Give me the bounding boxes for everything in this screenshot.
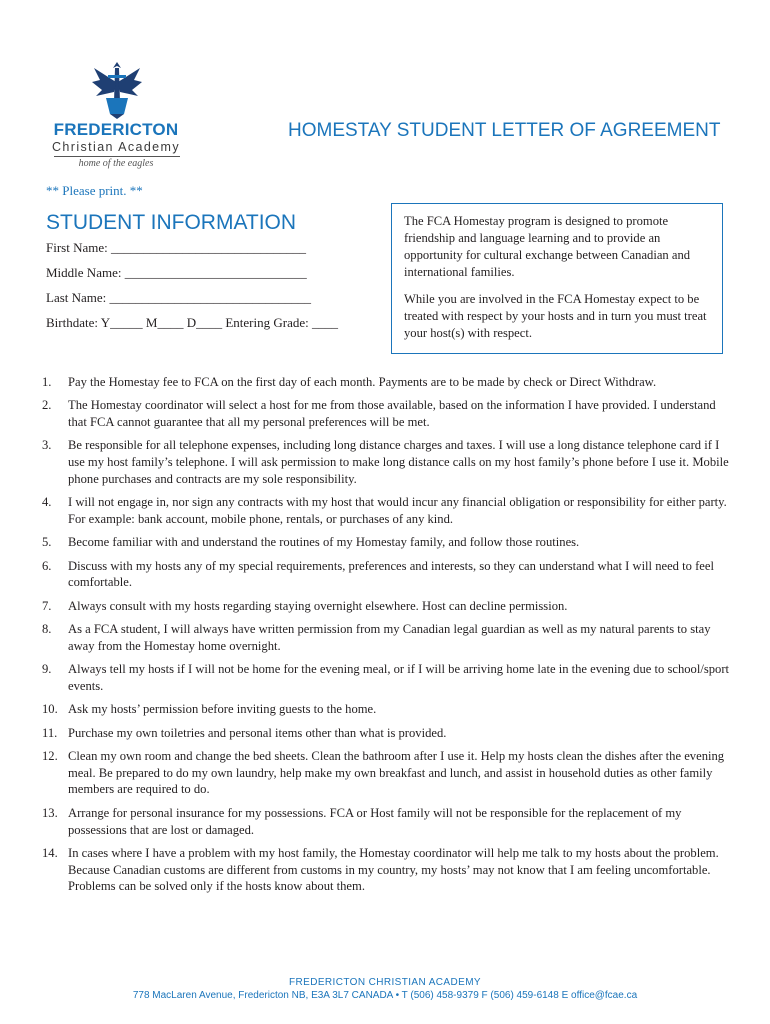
list-item — [40, 845, 730, 895]
item-text: I will not engage in, nor sign any contracts with my host that would incur any financial obligation or responsibility for either party. For example: bank account, mobile phone, rentals, or purchases of any kind. — [68, 495, 727, 527]
list-item — [40, 701, 730, 718]
item-number: 3. — [42, 438, 52, 453]
list-item — [40, 598, 730, 615]
item-text: In cases where I have a problem with my host family, the Homestay coordinator will help me talk to my hosts about the problem. Because Canadian customs are different from customs in my country, my hosts’ may not know that I am feeling uncomfortable. Problems can be solved only if the hosts know about them. — [68, 845, 719, 894]
list-item — [40, 437, 730, 487]
item-text: Pay the Homestay fee to FCA on the first day of each month. Payments are to be made by check or Direct Withdraw. — [68, 375, 657, 389]
agreement-list — [40, 374, 730, 902]
birthdate-grade-field[interactable]: Birthdate: Y_____ M____ D____ Entering Grade: ____ — [46, 315, 338, 330]
item-text: Ask my hosts’ permission before inviting guests to the home. — [68, 702, 377, 717]
list-item — [40, 661, 730, 695]
item-number: 4. — [42, 495, 52, 510]
item-text: Purchase my own toiletries and personal items other than what is provided. — [68, 725, 447, 740]
item-number: 13. — [42, 805, 58, 820]
list-item — [40, 748, 730, 798]
item-text: Always tell my hosts if I will not be home for the evening meal, or if I will be arriving home late in the evening due to school/sport events. — [68, 662, 730, 693]
item-number: 5. — [42, 535, 52, 550]
item-number: 12. — [42, 748, 58, 763]
student-information-heading: STUDENT INFORMATION — [46, 211, 297, 234]
list-item — [40, 534, 730, 551]
item-text: Become familiar with and understand the routines of my Homestay family, and follow those routines. — [68, 535, 580, 550]
item-text: Discuss with my hosts any of my special requirements, preferences and interests, so they can understand what I will need to feel comfortable. — [68, 558, 714, 590]
logo-subtitle: Christian Academy — [51, 140, 180, 154]
item-text: As a FCA student, I will always have written permission from my Canadian legal guardian as well as my natural parents to stay away from the Homestay home overnight. — [68, 622, 711, 653]
item-number: 1. — [42, 375, 52, 389]
item-text: Be responsible for all telephone expenses, including long distance charges and taxes. I will use a long distance telephone card if I use my host family’s telephone. I will ask permission to make long distance calls on my host family’s phone before I use it. Mobile phone purchases and contracts are my sole responsibility. — [68, 438, 729, 486]
item-number: 2. — [42, 398, 52, 413]
list-item — [40, 558, 730, 592]
eagle-emblem-icon — [90, 58, 144, 120]
item-number: 8. — [42, 622, 52, 637]
logo-divider — [54, 156, 180, 157]
school-logo — [42, 58, 190, 178]
item-text: Clean my own room and change the bed sheets. Clean the bathroom after I use it. Help my hosts clean the dishes after the evening meal. Be prepared to do my own laundry, help make my own breakfast and lunch, and assist in household duties as other family members are required to do. — [68, 748, 725, 797]
logo-tagline: home of the eagles — [78, 158, 154, 169]
item-number: 10. — [42, 702, 58, 717]
list-item — [40, 397, 730, 431]
item-number: 7. — [42, 598, 52, 613]
list-item — [40, 621, 730, 655]
item-text: The Homestay coordinator will select a host for me from those available, based on the information I have provided. I understand that FCA cannot guarantee that all my personal preferences will be met. — [68, 398, 716, 430]
list-item — [40, 725, 730, 742]
program-info-box — [391, 203, 723, 354]
list-item — [40, 805, 730, 839]
item-number: 14. — [42, 845, 58, 860]
program-info-paragraph: The FCA Homestay program is designed to promote friendship and language learning and to provide an opportunity for cultural exchange between Canadian and international families. — [404, 214, 691, 279]
respect-info-paragraph: While you are involved in the FCA Homestay expect to be treated with respect by your hosts and in turn you must treat your host(s) with respect. — [404, 292, 707, 340]
item-text: Arrange for personal insurance for my possessions. FCA or Host family will not be responsible for the replacement of my possessions that are lost or damaged. — [68, 805, 682, 837]
list-item — [40, 494, 730, 528]
footer-address: 778 MacLaren Avenue, Fredericton NB, E3A 3L7 CANADA • T (506) 458-9379 F (506) 459-6148 E office@fcae.ca — [132, 990, 638, 1001]
document-title: HOMESTAY STUDENT LETTER OF AGREEMENT — [288, 120, 721, 141]
last-name-field[interactable]: Last Name: _______________________________ — [46, 290, 312, 305]
item-text: Always consult with my hosts regarding staying overnight elsewhere. Host can decline permission. — [68, 598, 568, 613]
please-print-note: ** Please print. ** — [46, 183, 143, 198]
footer-school-name: FREDERICTON CHRISTIAN ACADEMY — [289, 977, 481, 988]
first-name-field[interactable]: First Name: ______________________________ — [46, 240, 306, 255]
item-number: 6. — [42, 558, 52, 573]
item-number: 11. — [42, 725, 58, 740]
logo-school-name: FREDERICTON — [53, 120, 179, 139]
item-number: 9. — [42, 662, 52, 677]
list-item — [40, 374, 730, 391]
middle-name-field[interactable]: Middle Name: ____________________________ — [46, 265, 307, 280]
